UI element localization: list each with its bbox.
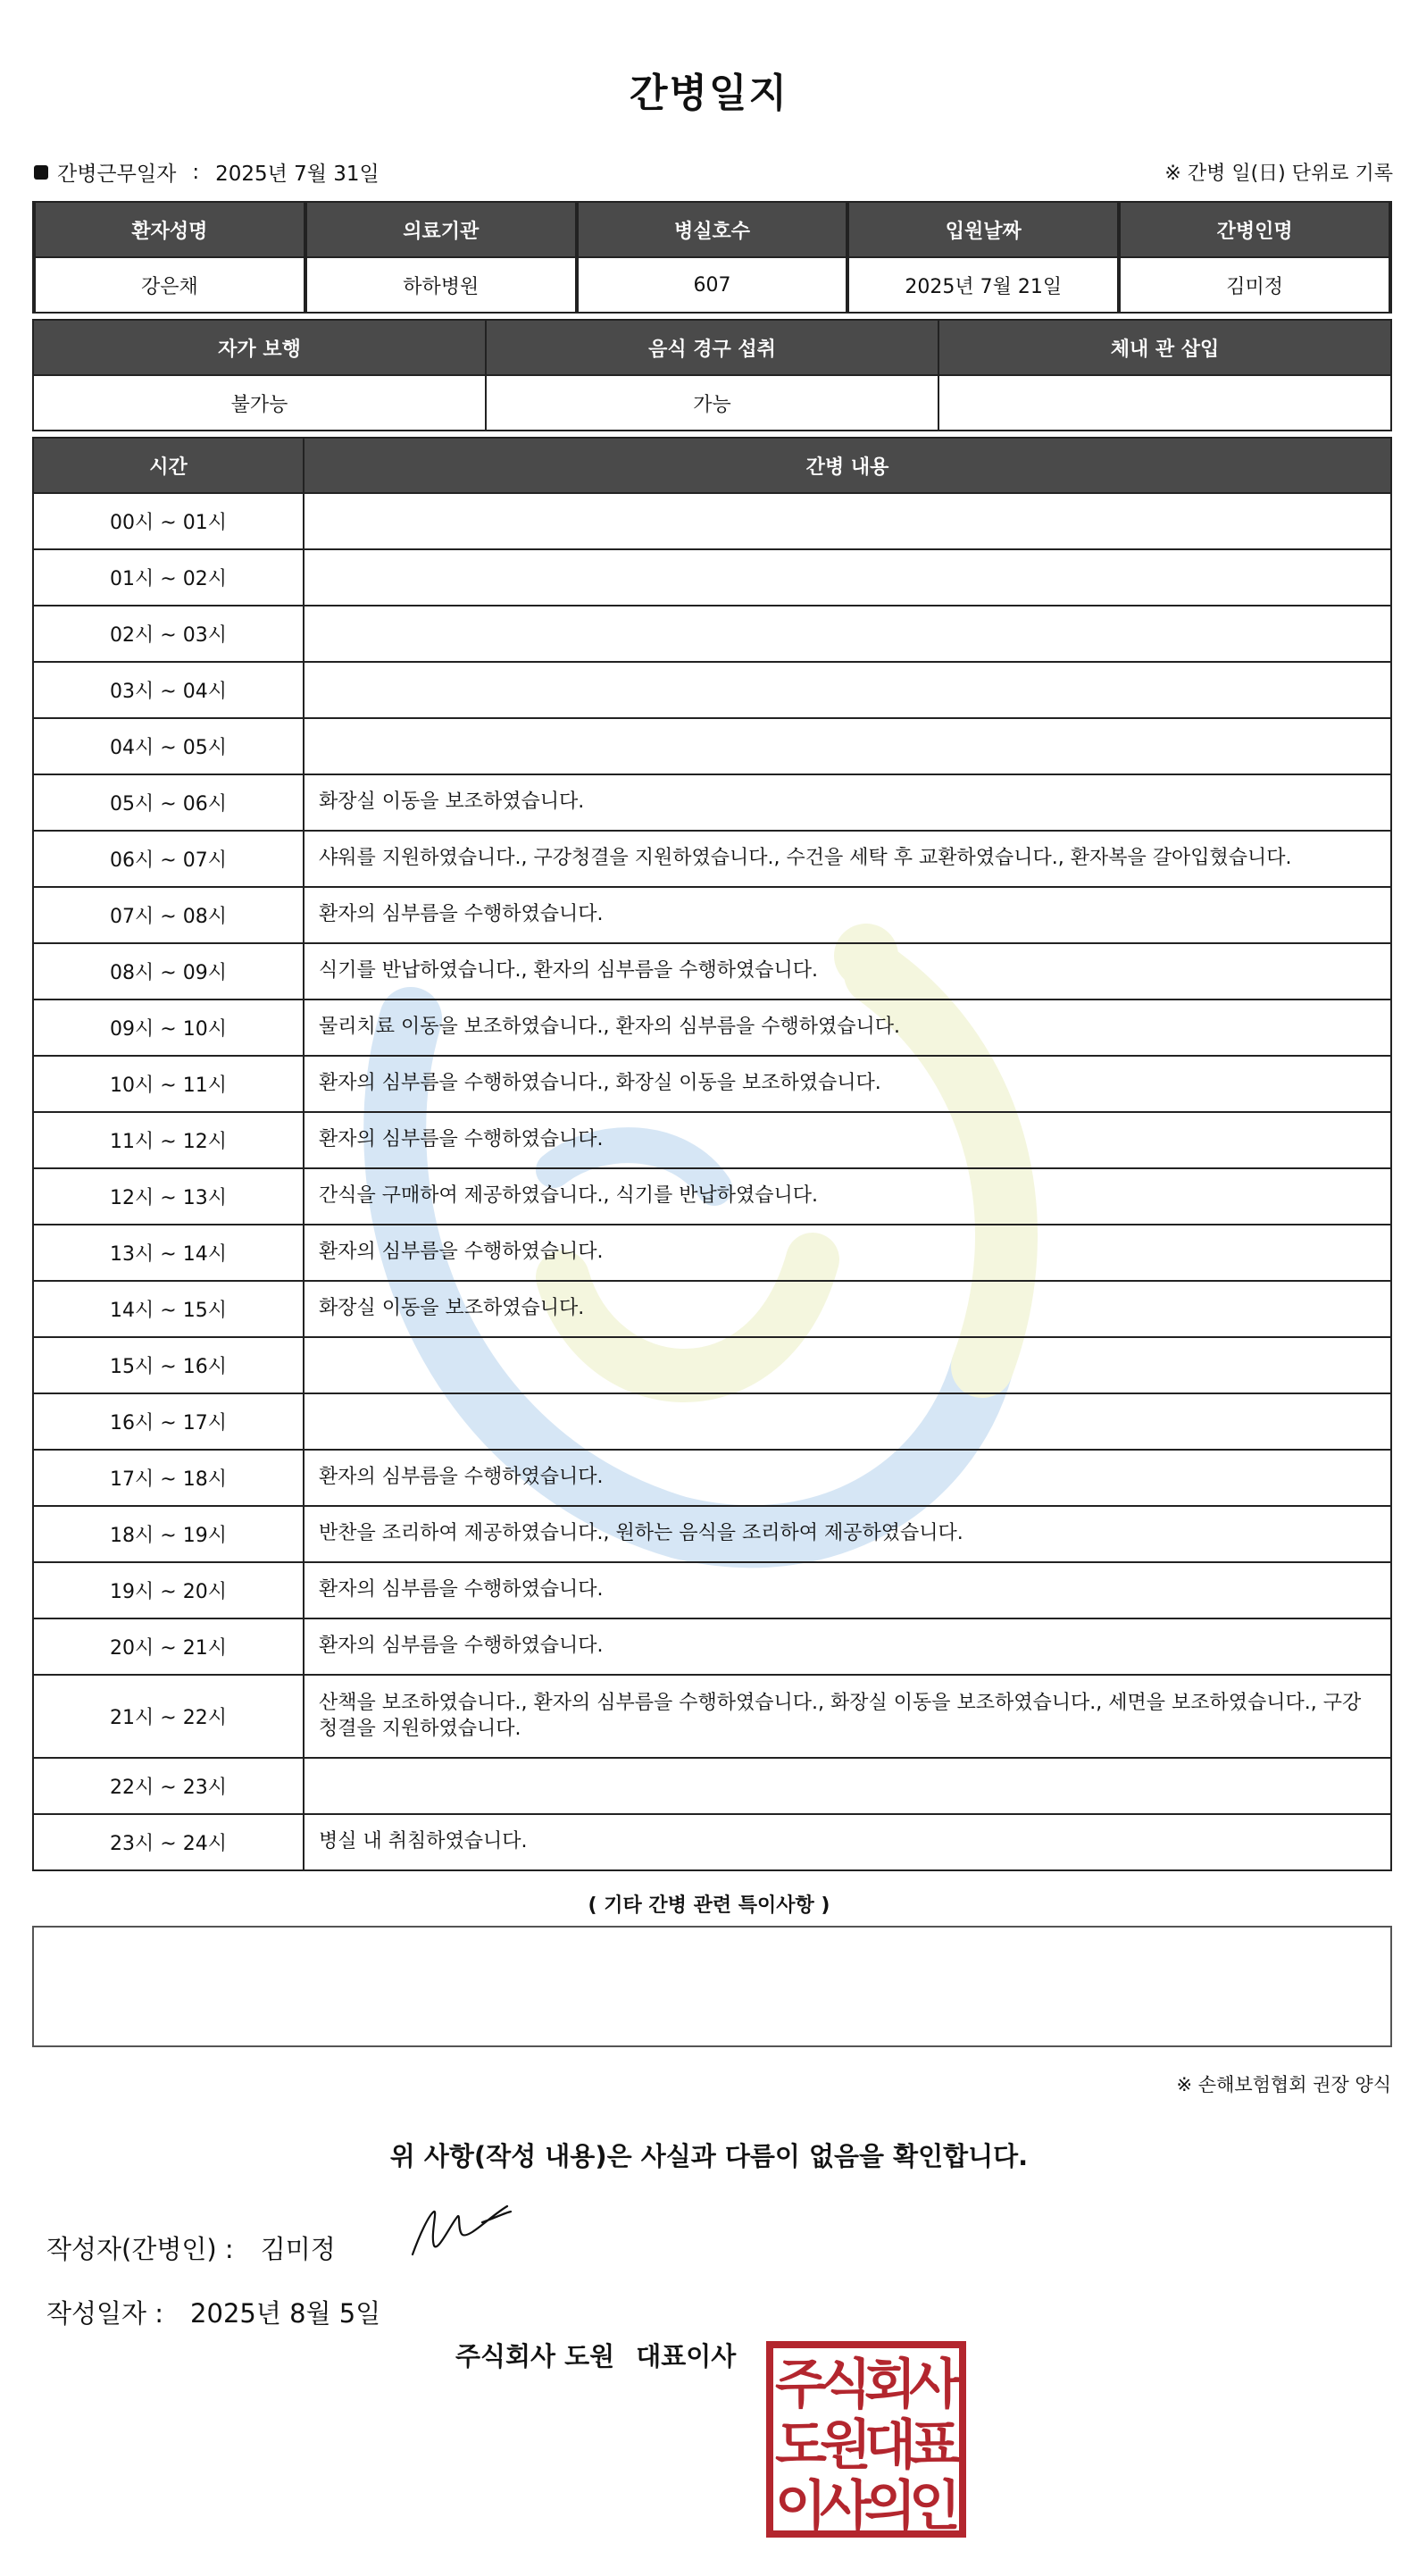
time-cell: 07시 ~ 08시 [33, 887, 304, 943]
care-log-table [32, 437, 1392, 1871]
time-cell: 12시 ~ 13시 [33, 1168, 304, 1225]
self-walking-value: 불가능 [33, 375, 486, 431]
written-date-label: 작성일자 : [46, 2298, 164, 2329]
company-seal-stamp [765, 2340, 967, 2538]
company-row [455, 2337, 736, 2373]
svg-text:사: 사 [820, 2475, 872, 2538]
work-date-row [34, 157, 380, 187]
remarks-title: ( 기타 간병 관련 특이사항 ) [588, 1894, 830, 1917]
writer-label: 작성자(간병인) : [46, 2234, 234, 2264]
work-date-value: 2025년 7월 31일 [215, 163, 380, 186]
svg-text:의: 의 [864, 2475, 916, 2538]
work-date-separator: : [192, 160, 200, 184]
room-number: 607 [577, 257, 848, 313]
time-cell: 02시 ~ 03시 [33, 606, 304, 662]
caregiver-name: 김미정 [1119, 257, 1390, 313]
tube-insertion-value [938, 375, 1391, 431]
time-cell: 04시 ~ 05시 [33, 718, 304, 774]
recommend-note: ※ 손해보험협회 권장 양식 [1176, 2074, 1391, 2095]
time-cell: 11시 ~ 12시 [33, 1112, 304, 1168]
svg-text:인: 인 [909, 2475, 961, 2538]
svg-text:도: 도 [775, 2414, 827, 2477]
time-cell: 00시 ~ 01시 [33, 493, 304, 549]
square-bullet-icon [34, 165, 48, 180]
page-title: 간병일지 [629, 71, 788, 116]
header-room: 병실호수 [577, 202, 848, 257]
care-content-cell [304, 662, 1391, 718]
svg-text:사: 사 [909, 2354, 961, 2416]
time-cell: 15시 ~ 16시 [33, 1337, 304, 1393]
svg-text:이: 이 [775, 2475, 827, 2538]
company-role: 대표이사 [636, 2341, 737, 2371]
care-content-cell: 환자의 심부름을 수행하였습니다. [304, 1225, 1391, 1281]
svg-text:원: 원 [820, 2414, 872, 2477]
header-institution: 의료기관 [305, 202, 577, 257]
time-cell: 22시 ~ 23시 [33, 1758, 304, 1814]
care-content-cell [304, 493, 1391, 549]
care-content-cell [304, 1393, 1391, 1450]
care-content-cell: 물리치료 이동을 보조하였습니다., 환자의 심부름을 수행하였습니다. [304, 999, 1391, 1056]
time-cell: 20시 ~ 21시 [33, 1618, 304, 1675]
confirmation-statement: 위 사항(작성 내용)은 사실과 다름이 없음을 확인합니다. [389, 2141, 1029, 2171]
writer-row [46, 2229, 336, 2266]
time-cell: 19시 ~ 20시 [33, 1562, 304, 1618]
care-content-cell: 간식을 구매하여 제공하였습니다., 식기를 반납하였습니다. [304, 1168, 1391, 1225]
written-date-row [46, 2294, 380, 2330]
care-content-cell: 병실 내 취침하였습니다. [304, 1814, 1391, 1870]
header-patient-name: 환자성명 [34, 202, 305, 257]
written-date-value: 2025년 8월 5일 [190, 2298, 381, 2329]
time-cell: 17시 ~ 18시 [33, 1450, 304, 1506]
care-content-cell: 환자의 심부름을 수행하였습니다. [304, 1112, 1391, 1168]
care-content-cell: 반찬을 조리하여 제공하였습니다., 원하는 음식을 조리하여 제공하였습니다. [304, 1506, 1391, 1562]
patient-info-table [32, 201, 1392, 314]
time-cell: 08시 ~ 09시 [33, 943, 304, 999]
care-content-cell: 환자의 심부름을 수행하였습니다. [304, 887, 1391, 943]
care-content-cell: 화장실 이동을 보조하였습니다. [304, 1281, 1391, 1337]
time-cell: 06시 ~ 07시 [33, 831, 304, 887]
svg-text:표: 표 [909, 2414, 961, 2477]
header-care-content: 간병 내용 [304, 438, 1391, 493]
care-content-cell [304, 718, 1391, 774]
header-self-walking: 자가 보행 [33, 320, 486, 375]
care-content-cell: 식기를 반납하였습니다., 환자의 심부름을 수행하였습니다. [304, 943, 1391, 999]
care-content-cell: 환자의 심부름을 수행하였습니다. [304, 1450, 1391, 1506]
company-name: 주식회사 도원 [455, 2341, 615, 2371]
care-content-cell [304, 606, 1391, 662]
care-content-cell: 산책을 보조하였습니다., 환자의 심부름을 수행하였습니다., 화장실 이동을 보조하였습니다., 세면을 보조하였습니다., 구강청결을 지원하였습니다. [304, 1675, 1391, 1758]
time-cell: 18시 ~ 19시 [33, 1506, 304, 1562]
time-cell: 16시 ~ 17시 [33, 1393, 304, 1450]
unit-note: ※ 간병 일(日) 단위로 기록 [1164, 163, 1393, 185]
svg-text:주: 주 [775, 2354, 827, 2416]
time-cell: 14시 ~ 15시 [33, 1281, 304, 1337]
work-date-label: 간병근무일자 [57, 163, 177, 186]
care-content-cell [304, 1758, 1391, 1814]
care-content-cell: 환자의 심부름을 수행하였습니다. [304, 1618, 1391, 1675]
handwritten-signature [407, 2199, 514, 2262]
time-cell: 09시 ~ 10시 [33, 999, 304, 1056]
patient-status-table [32, 319, 1392, 431]
time-cell: 05시 ~ 06시 [33, 774, 304, 831]
writer-name: 김미정 [260, 2234, 336, 2264]
header-time: 시간 [33, 438, 304, 493]
header-admission-date: 입원날짜 [847, 202, 1119, 257]
svg-text:식: 식 [820, 2354, 872, 2416]
patient-name: 강은채 [34, 257, 305, 313]
remarks-box [32, 1926, 1392, 2047]
header-oral-intake: 음식 경구 섭취 [486, 320, 938, 375]
care-content-cell: 환자의 심부름을 수행하였습니다. [304, 1562, 1391, 1618]
svg-text:대: 대 [864, 2414, 916, 2477]
time-cell: 13시 ~ 14시 [33, 1225, 304, 1281]
header-caregiver-name: 간병인명 [1119, 202, 1390, 257]
oral-intake-value: 가능 [486, 375, 938, 431]
care-content-cell [304, 549, 1391, 606]
time-cell: 10시 ~ 11시 [33, 1056, 304, 1112]
header-tube-insertion: 체내 관 삽입 [938, 320, 1391, 375]
time-cell: 01시 ~ 02시 [33, 549, 304, 606]
time-cell: 23시 ~ 24시 [33, 1814, 304, 1870]
institution: 하하병원 [305, 257, 577, 313]
care-content-cell: 샤워를 지원하였습니다., 구강청결을 지원하였습니다., 수건을 세탁 후 교환하였습니다., 환자복을 갈아입혔습니다. [304, 831, 1391, 887]
care-content-cell [304, 1337, 1391, 1393]
care-content-cell: 화장실 이동을 보조하였습니다. [304, 774, 1391, 831]
svg-text:회: 회 [864, 2354, 916, 2416]
time-cell: 21시 ~ 22시 [33, 1675, 304, 1758]
care-content-cell: 환자의 심부름을 수행하였습니다., 화장실 이동을 보조하였습니다. [304, 1056, 1391, 1112]
admission-date: 2025년 7월 21일 [847, 257, 1119, 313]
time-cell: 03시 ~ 04시 [33, 662, 304, 718]
